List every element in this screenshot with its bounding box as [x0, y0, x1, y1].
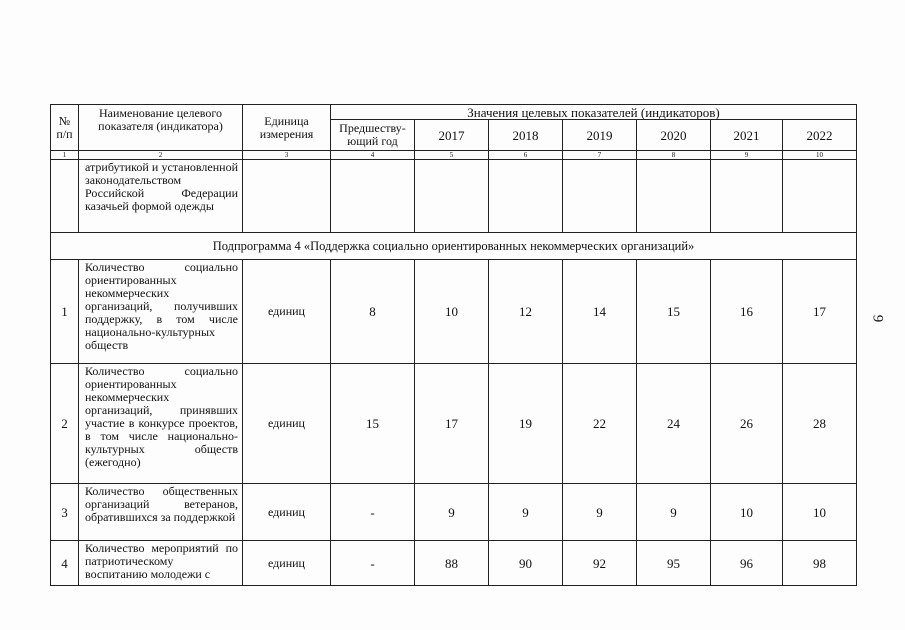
- header-year: 2019: [563, 120, 637, 151]
- row-value: 10: [783, 484, 857, 541]
- indicators-table: [50, 104, 857, 586]
- row-value: 22: [563, 364, 637, 484]
- row-number: 4: [51, 541, 79, 586]
- row-value: 19: [489, 364, 563, 484]
- row-value: 12: [489, 260, 563, 364]
- column-index-row: [51, 151, 857, 160]
- row-number: 3: [51, 484, 79, 541]
- column-index: 5: [415, 151, 489, 160]
- row-value: 10: [415, 260, 489, 364]
- row-unit: единиц: [243, 364, 331, 484]
- row-value: 17: [783, 260, 857, 364]
- row-value: 26: [711, 364, 783, 484]
- header-col-number: № п/п: [51, 105, 79, 151]
- table-row: [51, 364, 857, 484]
- row-value: 90: [489, 541, 563, 586]
- carry-over-row: [51, 160, 857, 233]
- column-index: 8: [637, 151, 711, 160]
- row-value: 24: [637, 364, 711, 484]
- carry-over-name: атрибутикой и установленной законодательством Российской Федерации казачьей формой одежды: [79, 160, 243, 233]
- column-index: 6: [489, 151, 563, 160]
- row-value: 10: [711, 484, 783, 541]
- row-value: 15: [637, 260, 711, 364]
- row-indicator-name: Количество общественных организаций ветеранов, обратившихся за поддержкой: [79, 484, 243, 541]
- row-value: 16: [711, 260, 783, 364]
- column-index: 3: [243, 151, 331, 160]
- row-unit: единиц: [243, 260, 331, 364]
- header-col-name: Наименование целевого показателя (индикатора): [79, 105, 243, 151]
- column-index: 9: [711, 151, 783, 160]
- row-prev-value: 8: [331, 260, 415, 364]
- row-value: 14: [563, 260, 637, 364]
- row-value: 9: [415, 484, 489, 541]
- row-value: 9: [489, 484, 563, 541]
- header-year: 2022: [783, 120, 857, 151]
- row-value: 17: [415, 364, 489, 484]
- row-value: 96: [711, 541, 783, 586]
- row-prev-value: -: [331, 541, 415, 586]
- row-number: 2: [51, 364, 79, 484]
- column-index: 1: [51, 151, 79, 160]
- row-unit: единиц: [243, 541, 331, 586]
- row-unit: единиц: [243, 484, 331, 541]
- row-value: 92: [563, 541, 637, 586]
- row-prev-value: -: [331, 484, 415, 541]
- header-col-unit: Единица измерения: [243, 105, 331, 151]
- subprogram-title: Подпрограмма 4 «Поддержка социально ориентированных некоммерческих организаций»: [51, 233, 857, 260]
- row-value: 9: [563, 484, 637, 541]
- page-number: 9: [869, 314, 886, 323]
- header-row-top: [51, 105, 857, 120]
- column-index: 7: [563, 151, 637, 160]
- subprogram-row: [51, 233, 857, 260]
- row-value: 95: [637, 541, 711, 586]
- column-index: 2: [79, 151, 243, 160]
- row-indicator-name: Количество социально ориентированных некоммерческих организаций, принявших участие в конкурсе проектов, в том числе национально-культурных обществ (ежегодно): [79, 364, 243, 484]
- header-year: 2021: [711, 120, 783, 151]
- column-index: 10: [783, 151, 857, 160]
- row-indicator-name: Количество социально ориентированных некоммерческих организаций, получивших поддержку, в том числе национально-культурных обществ: [79, 260, 243, 364]
- table-row: [51, 541, 857, 586]
- row-indicator-name: Количество мероприятий по патриотическому воспитанию молодежи с: [79, 541, 243, 586]
- row-value: 9: [637, 484, 711, 541]
- row-value: 88: [415, 541, 489, 586]
- column-index: 4: [331, 151, 415, 160]
- table-row: [51, 484, 857, 541]
- header-year: 2017: [415, 120, 489, 151]
- row-number: 1: [51, 260, 79, 364]
- row-value: 98: [783, 541, 857, 586]
- header-col-prev-year: Предшеству-ющий год: [331, 120, 415, 151]
- header-col-values: Значения целевых показателей (индикаторов): [331, 105, 857, 120]
- row-prev-value: 15: [331, 364, 415, 484]
- row-value: 28: [783, 364, 857, 484]
- header-year: 2020: [637, 120, 711, 151]
- table-row: [51, 260, 857, 364]
- header-year: 2018: [489, 120, 563, 151]
